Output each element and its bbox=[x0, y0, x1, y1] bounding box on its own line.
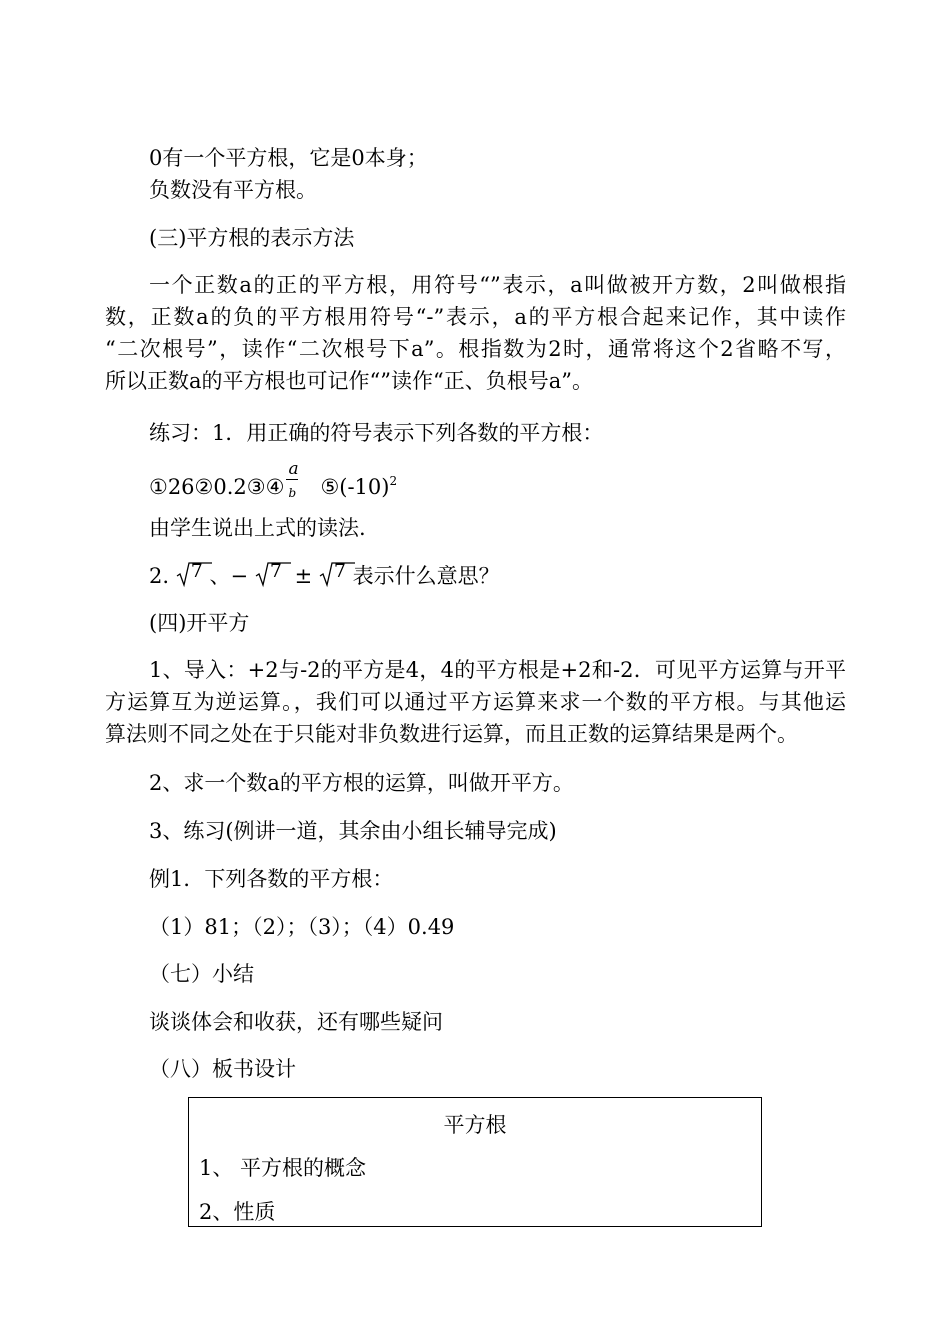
fraction-a-over-b bbox=[284, 459, 302, 500]
section-heading-7: （七）小结 bbox=[149, 962, 254, 986]
board-title: 平方根 bbox=[443, 1113, 507, 1137]
fraction-denominator: b bbox=[288, 486, 297, 500]
radicand: 7 bbox=[190, 560, 203, 582]
paragraph-zero-root: 0有一个平方根，它是0本身； bbox=[149, 146, 428, 170]
section-heading-8: （八）板书设计 bbox=[149, 1057, 296, 1081]
exercise-items-part-a: ①26②0.2③④ bbox=[149, 475, 285, 499]
paragraph-notation-line1: 一个正数a的正的平方根，用符号“”表示，a叫做被开方数，2叫做根指 bbox=[149, 273, 846, 297]
separator-plus-minus: ± bbox=[294, 564, 313, 588]
fraction-numerator: a bbox=[288, 459, 299, 479]
board-item-properties: 2、性质 bbox=[199, 1200, 276, 1224]
exercise-1-items bbox=[149, 459, 398, 500]
radicand: 7 bbox=[269, 560, 282, 582]
board-item-concept: 1、 平方根的概念 bbox=[199, 1156, 367, 1180]
paragraph-practice: 3、练习(例讲一道，其余由小组长辅导完成) bbox=[149, 819, 557, 843]
blackboard-design-box bbox=[188, 1097, 762, 1227]
exercise-2-suffix: 表示什么意思？ bbox=[352, 564, 500, 588]
paragraph-intro-line3: 算法则不同之处在于只能对非负数进行运算，而且正数的运算结果是两个。 bbox=[105, 722, 798, 746]
paragraph-notation-line4: 所以正数a的平方根也可记作“”读作“正、负根号a”。 bbox=[105, 369, 593, 393]
separator-minus: 、− bbox=[209, 564, 249, 588]
exercise-items-part-b: ⑤(-10) bbox=[320, 475, 390, 499]
paragraph-definition: 2、求一个数a的平方根的运算，叫做开平方。 bbox=[149, 771, 574, 795]
paragraph-notation-line2: 数，正数a的负的平方根用符号“-”表示，a的平方根合起来记作，其中读作 bbox=[105, 305, 846, 329]
paragraph-intro-line2: 方运算互为逆运算。，我们可以通过平方运算来求一个数的平方根。与其他运 bbox=[105, 690, 846, 714]
paragraph-negative: 负数没有平方根。 bbox=[149, 178, 317, 202]
exercise-1-heading: 练习：1．用正确的符号表示下列各数的平方根： bbox=[149, 421, 604, 445]
section-heading-3: (三)平方根的表示方法 bbox=[149, 226, 355, 250]
radicand: 7 bbox=[333, 560, 346, 582]
exercise-2-line bbox=[149, 561, 500, 591]
sqrt-7-plus-minus bbox=[319, 561, 346, 592]
sqrt-7-negative bbox=[255, 561, 282, 592]
exponent: 2 bbox=[389, 474, 398, 488]
paragraph-intro-line1: 1、导入：+2与-2的平方是4，4的平方根是+2和-2．可见平方运算与开平 bbox=[149, 658, 846, 682]
exercise-2-prefix: 2. bbox=[149, 564, 170, 588]
paragraph-reading: 由学生说出上式的读法. bbox=[149, 516, 366, 540]
section-heading-4: (四)开平方 bbox=[149, 611, 250, 635]
sqrt-7-positive bbox=[176, 561, 203, 592]
paragraph-notation-line3: “二次根号”，读作“二次根号下a”。根指数为2时，通常将这个2省略不写， bbox=[105, 337, 846, 361]
example-1-items: （1）81；（2）；（3）；（4）0.49 bbox=[149, 915, 455, 939]
example-1-heading: 例1．下列各数的平方根： bbox=[149, 867, 394, 891]
paragraph-summary: 谈谈体会和收获，还有哪些疑问 bbox=[149, 1010, 443, 1034]
